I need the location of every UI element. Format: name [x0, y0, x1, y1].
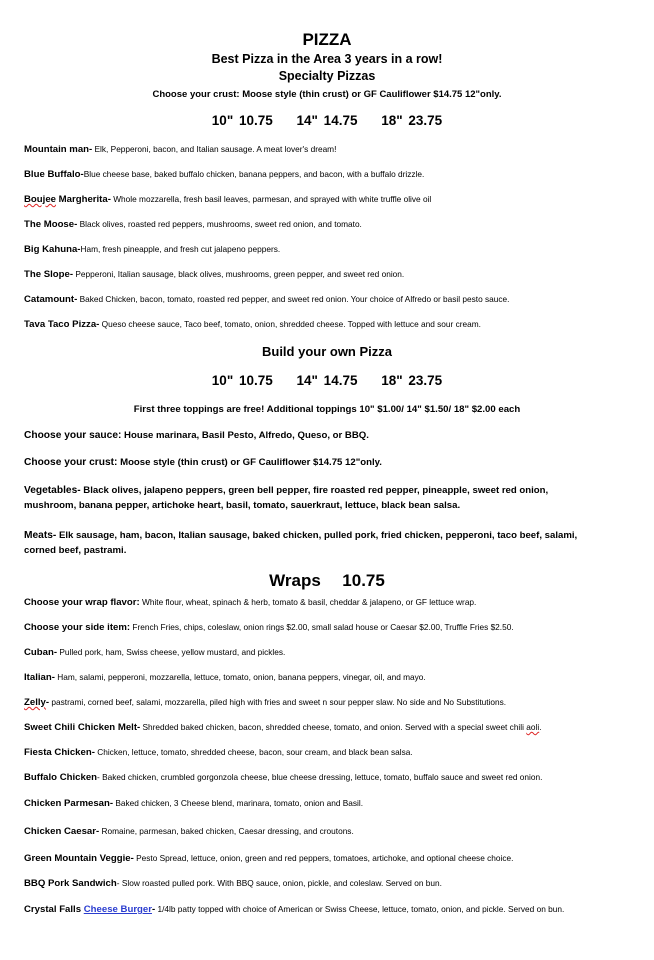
pizza-item — [24, 143, 636, 156]
section-heading-specialty: Specialty Pizzas — [278, 69, 376, 83]
pizza-item — [24, 268, 636, 281]
item-desc: Ham, salami, pepperoni, mozzarella, lettuce, tomato, onion, banana peppers, vinegar, oil, and mayo. — [54, 672, 426, 682]
wrap-side-label: Choose your side item: — [24, 622, 131, 633]
item-name: BBQ Pork Sandwich — [24, 878, 117, 889]
pizza-item — [24, 218, 636, 231]
wraps-price: 10.75 — [342, 571, 385, 590]
item-name: Big Kahuna- — [24, 244, 81, 255]
wrap-flavor-line — [24, 596, 636, 609]
wrap-item — [24, 825, 636, 838]
item-name: Chicken Parmesan- — [24, 798, 114, 809]
item-desc: Chicken, lettuce, tomato, shredded cheese, bacon, sour cream, and black bean salsa. — [94, 747, 413, 757]
pizza-item — [24, 293, 636, 306]
page-title: PIZZA — [302, 30, 352, 49]
item-desc: Ham, fresh pineapple, and fresh cut jalapeno peppers. — [80, 244, 281, 254]
wrap-item — [24, 646, 636, 659]
item-desc: Baked Chicken, bacon, tomato, roasted red pepper, and sweet red onion. Your choice of Alfredo or basil pesto sauce. — [77, 294, 510, 304]
wrap-item — [24, 746, 636, 759]
item-name: Blue Buffalo- — [24, 169, 84, 180]
sauce-line — [24, 428, 636, 443]
wrap-item — [24, 721, 636, 734]
crust-line — [24, 455, 636, 470]
sauce-text: House marinara, Basil Pesto, Alfredo, Queso, or BBQ. — [121, 430, 369, 441]
item-desc: pastrami, corned beef, salami, mozzarella, piled high with fries and sweet n sour pepper slaw. No side and No Substitutions. — [49, 697, 507, 707]
wrap-item — [24, 852, 636, 865]
crust-text: Moose style (thin crust) or GF Cauliflower $14.75 12"only. — [117, 457, 382, 468]
item-name: Zelly — [24, 697, 46, 708]
item-desc: aoli — [526, 722, 540, 732]
wrap-flavor-label: Choose your wrap flavor: — [24, 597, 140, 608]
item-desc: Pepperoni, Italian sausage, black olives, mushrooms, green pepper, and sweet red onion. — [73, 269, 405, 279]
item-desc: Black olives, roasted red peppers, mushrooms, sweet red onion, and tomato. — [77, 219, 362, 229]
wrap-item — [24, 771, 636, 784]
wrap-side-text: French Fries, chips, coleslaw, onion rings $2.00, small salad house or Caesar $2.00, Truffle Fries $2.50. — [130, 622, 514, 632]
vegetables-text-2: mushroom, banana pepper, artichoke heart, basil, tomato, sauerkraut, lettuce, black bean salsa. — [24, 500, 461, 511]
section-heading-build: Build your own Pizza — [261, 344, 392, 359]
item-name: Crystal Falls — [24, 904, 84, 915]
item-desc: Pulled pork, ham, Swiss cheese, yellow mustard, and pickles. — [57, 647, 286, 657]
tagline: Best Pizza in the Area 3 years in a row! — [211, 52, 443, 66]
item-name: The Moose- — [24, 219, 78, 230]
item-name: - — [45, 697, 50, 708]
meats-text-1: Elk sausage, ham, bacon, Italian sausage, baked chicken, pulled pork, fried chicken, pepperoni, taco beef, salami, — [56, 530, 578, 541]
wrap-item — [24, 903, 636, 916]
item-desc: - Baked chicken, crumbled gorgonzola cheese, blue cheese dressing, lettuce, tomato, buffalo sauce and sweet red onion. — [97, 772, 543, 782]
item-desc: Elk, Pepperoni, bacon, and Italian sausage. A meat lover's dream! — [92, 144, 337, 154]
price-18: 18" 23.75 — [381, 113, 443, 128]
build-prices — [0, 373, 654, 388]
item-name: - — [151, 904, 156, 915]
vegetables-text-1: Black olives, jalapeno peppers, green bell pepper, fire roasted red pepper, pineapple, sweet red onion, — [80, 485, 549, 496]
item-desc: Pesto Spread, lettuce, onion, green and red peppers, tomatoes, artichoke, and optional cheese choice. — [133, 853, 514, 863]
sauce-label: Choose your sauce: — [24, 430, 122, 441]
wrap-item — [24, 797, 636, 810]
price-14: 14" 14.75 — [296, 113, 358, 128]
item-name: Boujee — [24, 194, 56, 205]
item-name: Buffalo Chicken — [24, 772, 98, 783]
meats-label: Meats- — [24, 530, 57, 541]
price-10: 10" 10.75 — [211, 373, 273, 388]
wrap-side-line — [24, 621, 636, 634]
wraps-title: Wraps — [269, 571, 321, 590]
item-desc: Blue cheese base, baked buffalo chicken, banana peppers, and bacon, with a buffalo drizzle. — [83, 169, 425, 179]
price-18: 18" 23.75 — [381, 373, 443, 388]
item-name: Fiesta Chicken- — [24, 747, 95, 758]
crust-note: Choose your crust: Moose style (thin crust) or GF Cauliflower $14.75 12"only. — [152, 89, 502, 100]
item-name: Chicken Caesar- — [24, 826, 100, 837]
item-name: Margherita- — [56, 194, 111, 205]
item-desc: Queso cheese sauce, Taco beef, tomato, onion, shredded cheese. Topped with lettuce and sour cream. — [99, 319, 481, 329]
item-desc: Whole mozzarella, fresh basil leaves, parmesan, and sprayed with white truffle olive oil — [110, 194, 432, 204]
item-name: Green Mountain Veggie- — [24, 853, 134, 864]
pizza-item — [24, 318, 636, 331]
wrap-item — [24, 877, 636, 890]
item-desc: Baked chicken, 3 Cheese blend, marinara, tomato, onion and Basil. — [113, 798, 364, 808]
toppings-note: First three toppings are free! Additional toppings 10" $1.00/ 14" $1.50/ 18" $2.00 each — [133, 404, 521, 415]
vegetables-line — [24, 483, 636, 513]
item-desc: Shredded baked chicken, bacon, shredded cheese, tomato, and onion. Served with a special sweet chili — [140, 722, 527, 732]
pizza-item — [24, 168, 636, 181]
crust-label: Choose your crust: — [24, 457, 118, 468]
specialty-prices — [0, 113, 654, 128]
section-heading-wraps — [0, 571, 654, 591]
item-desc: . — [539, 722, 542, 732]
pizza-item — [24, 193, 636, 206]
wrap-item — [24, 696, 636, 709]
item-desc: 1/4lb patty topped with choice of American or Swiss Cheese, lettuce, tomato, onion, and pickle. Served on bun. — [155, 904, 565, 914]
item-name: Sweet Chili Chicken Melt- — [24, 722, 141, 733]
price-10: 10" 10.75 — [211, 113, 273, 128]
price-14: 14" 14.75 — [296, 373, 358, 388]
item-name: Italian- — [24, 672, 55, 683]
wrap-flavor-text: White flour, wheat, spinach & herb, tomato & basil, cheddar & jalapeno, or GF lettuce wrap. — [139, 597, 477, 607]
item-name: The Slope- — [24, 269, 74, 280]
item-name: Mountain man- — [24, 144, 93, 155]
item-name: Cuban- — [24, 647, 58, 658]
meats-line — [24, 528, 636, 558]
pizza-item — [24, 243, 636, 256]
meats-text-2: corned beef, pastrami. — [24, 545, 127, 556]
item-name: Cheese Burger — [83, 904, 152, 915]
item-name: Catamount- — [24, 294, 78, 305]
item-name: Tava Taco Pizza- — [24, 319, 100, 330]
item-desc: - Slow roasted pulled pork. With BBQ sauce, onion, pickle, and coleslaw. Served on bun. — [116, 878, 442, 888]
vegetables-label: Vegetables- — [24, 485, 81, 496]
item-desc: Romaine, parmesan, baked chicken, Caesar dressing, and croutons. — [99, 826, 354, 836]
wrap-item — [24, 671, 636, 684]
